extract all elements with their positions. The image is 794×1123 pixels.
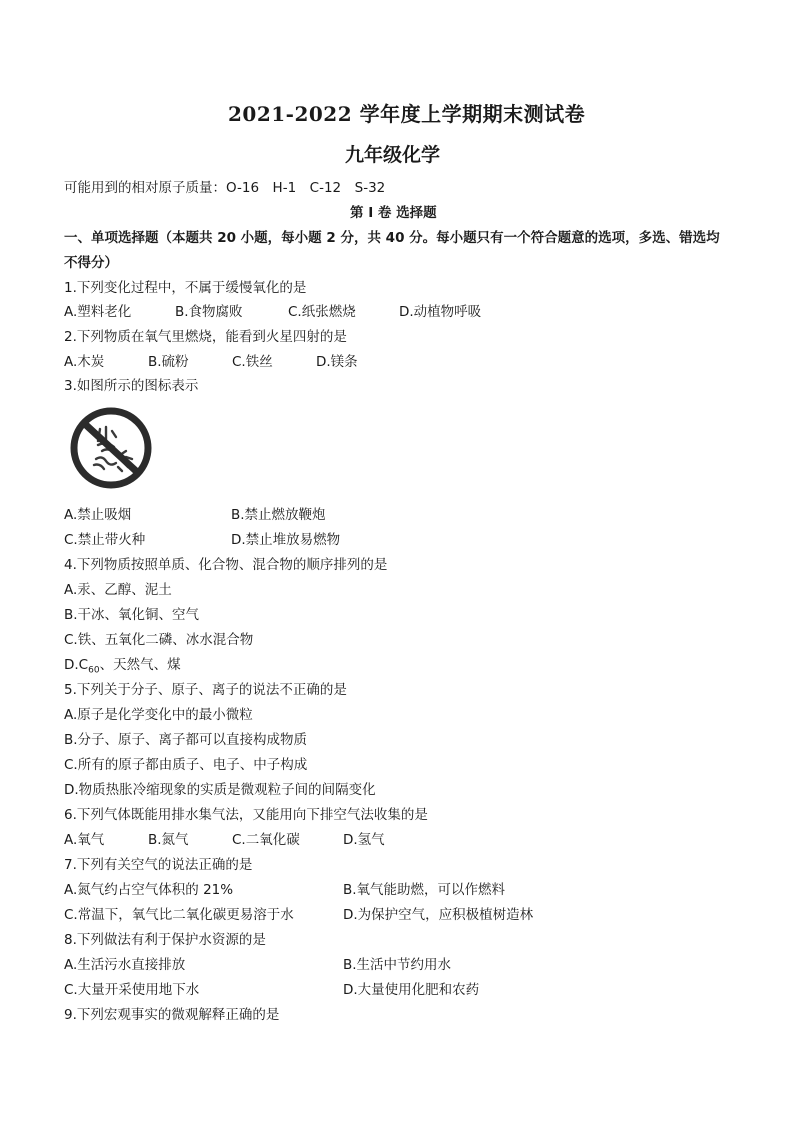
question-4-option-c: C.铁、五氧化二磷、冰水混合物 (64, 632, 254, 648)
question-4-stem: 4.下列物质按照单质、化合物、混合物的顺序排列的是 (64, 557, 388, 573)
question-5-option-d: D.物质热胀冷缩现象的实质是微观粒子间的间隔变化 (64, 782, 376, 798)
atomic-mass-note: 可能用到的相对原子质量：O-16 H-1 C-12 S-32 (64, 180, 386, 196)
question-3-option-a: A.禁止吸烟 (64, 507, 132, 523)
question-5-option-c: C.所有的原子都由质子、电子、中子构成 (64, 757, 308, 773)
question-8-option-b: B.生活中节约用水 (343, 957, 452, 973)
question-3-stem: 3.如图所示的图标表示 (64, 378, 199, 394)
section-instructions-line2: 不得分） (64, 255, 118, 271)
question-6-option-c: C.二氧化碳 (232, 832, 300, 848)
question-6-option-a: A.氧气 (64, 832, 105, 848)
question-3-option-b: B.禁止燃放鞭炮 (231, 507, 326, 523)
question-1-option-a: A.塑料老化 (64, 304, 132, 320)
exam-subtitle: 九年级化学 (345, 144, 441, 166)
question-8-option-c: C.大量开采使用地下水 (64, 982, 200, 998)
question-2-option-b: B.硫粉 (148, 354, 189, 370)
question-5-stem: 5.下列关于分子、原子、离子的说法不正确的是 (64, 682, 347, 698)
question-4-option-a: A.汞、乙醇、泥土 (64, 582, 172, 598)
question-6-option-b: B.氮气 (148, 832, 189, 848)
exam-title: 2021-2022 学年度上学期期末测试卷 (228, 102, 586, 126)
question-6-option-d: D.氢气 (343, 832, 385, 848)
question-6-stem: 6.下列气体既能用排水集气法，又能用向下排空气法收集的是 (64, 807, 428, 823)
question-2-stem: 2.下列物质在氧气里燃烧，能看到火星四射的是 (64, 329, 347, 345)
question-1-option-b: B.食物腐败 (175, 304, 243, 320)
question-5-option-b: B.分子、原子、离子都可以直接构成物质 (64, 732, 308, 748)
question-7-option-c: C.常温下，氧气比二氧化碳更易溶于水 (64, 907, 294, 923)
question-1-stem: 1.下列变化过程中，不属于缓慢氧化的是 (64, 280, 307, 296)
section-instructions-line1: 一、单项选择题（本题共 20 小题，每小题 2 分，共 40 分。每小题只有一个符合题意的选项，多选、错选均 (64, 230, 720, 246)
question-4-option-b: B.干冰、氧化铜、空气 (64, 607, 200, 623)
question-7-option-b: B.氧气能助燃，可以作燃料 (343, 882, 506, 898)
question-8-option-a: A.生活污水直接排放 (64, 957, 186, 973)
part-heading: 第 I 卷 选择题 (350, 205, 437, 221)
question-4-option-d-subscript: 60 (88, 665, 100, 676)
question-2-option-c: C.铁丝 (232, 354, 273, 370)
question-4-option-d-prefix: D.C (64, 657, 89, 673)
question-3-option-c: C.禁止带火种 (64, 532, 146, 548)
no-fire-sign-icon (70, 407, 152, 489)
question-2-option-a: A.木炭 (64, 354, 105, 370)
question-9-stem: 9.下列宏观事实的微观解释正确的是 (64, 1007, 280, 1023)
question-5-option-a: A.原子是化学变化中的最小微粒 (64, 707, 253, 723)
question-1-option-d: D.动植物呼吸 (399, 304, 482, 320)
question-8-stem: 8.下列做法有利于保护水资源的是 (64, 932, 266, 948)
question-7-stem: 7.下列有关空气的说法正确的是 (64, 857, 253, 873)
question-7-option-a: A.氮气约占空气体积的 21% (64, 882, 234, 898)
question-1-option-c: C.纸张燃烧 (288, 304, 356, 320)
question-3-option-d: D.禁止堆放易燃物 (231, 532, 341, 548)
question-2-option-d: D.镁条 (316, 354, 358, 370)
question-8-option-d: D.大量使用化肥和农药 (343, 982, 480, 998)
question-7-option-d: D.为保护空气，应积极植树造林 (343, 907, 534, 923)
question-4-option-d (64, 653, 181, 676)
question-4-option-d-suffix: 、天然气、煤 (99, 657, 181, 673)
